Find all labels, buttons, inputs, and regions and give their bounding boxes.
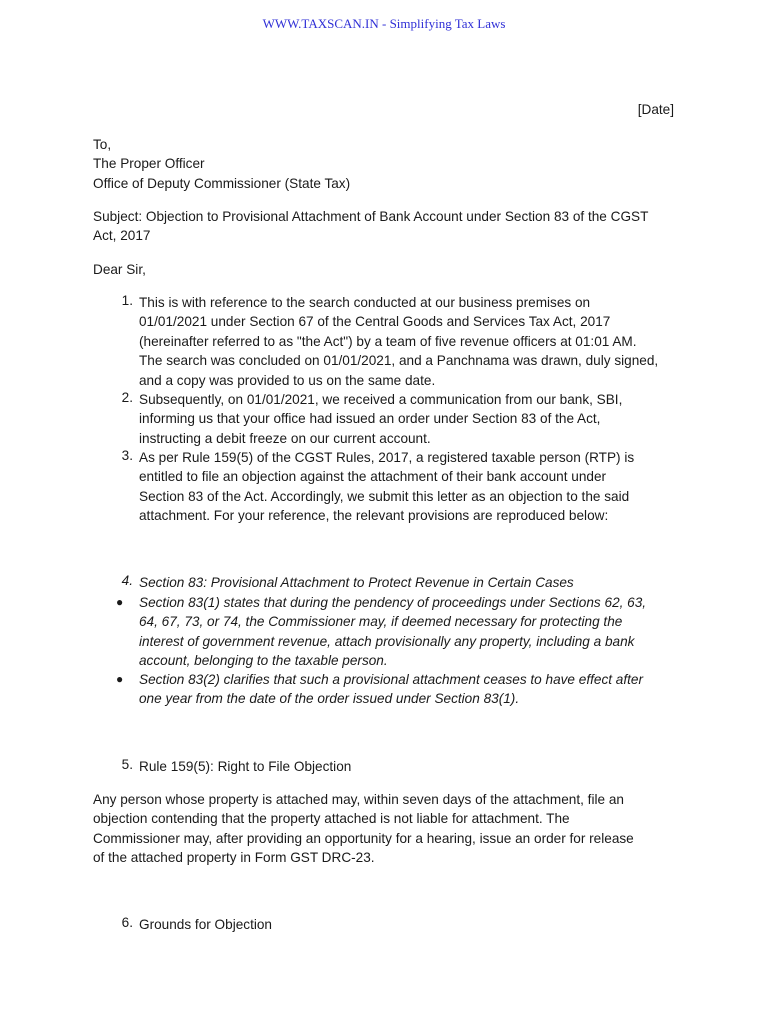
list-marker: 4. bbox=[121, 573, 133, 588]
text-line: Section 83(2) clarifies that such a provisional attachment ceases to have effect after bbox=[139, 672, 643, 687]
bullet-icon: ● bbox=[116, 672, 124, 686]
text-line: informing us that your office had issued an order under Section 83 of the Act, bbox=[139, 411, 601, 427]
text-line: interest of government revenue, attach provisionally any property, including a bank bbox=[139, 633, 635, 649]
text-line: attachment. For your reference, the relevant provisions are reproduced below: bbox=[139, 508, 609, 524]
text-line: The search was concluded on 01/01/2021, and a Panchnama was drawn, duly signed, bbox=[139, 353, 659, 369]
text-line: and a copy was provided to us on the same date. bbox=[139, 372, 436, 388]
text-line: Commissioner may, after providing an opportunity for a hearing, issue an order for release bbox=[93, 830, 634, 846]
recipient-to: To, bbox=[93, 137, 112, 152]
list-item-text bbox=[139, 293, 675, 390]
bullet-text bbox=[139, 670, 675, 709]
list-marker: 6. bbox=[121, 915, 133, 930]
text-line: Any person whose property is attached may, within seven days of the attachment, file an bbox=[93, 792, 624, 807]
recipient-line-1: The Proper Officer bbox=[93, 156, 205, 172]
text-line: 01/01/2021 under Section 67 of the Central Goods and Services Tax Act, 2017 bbox=[139, 314, 611, 330]
rule159-paragraph bbox=[93, 790, 675, 868]
list-marker: 1. bbox=[121, 293, 133, 308]
text-line: 64, 67, 73, or 74, the Commissioner may, if deemed necessary for protecting the bbox=[139, 614, 623, 630]
text-line: one year from the date of the order issued under Section 83(1). bbox=[139, 691, 520, 707]
salutation: Dear Sir, bbox=[93, 262, 146, 277]
grounds-heading: Grounds for Objection bbox=[139, 917, 272, 932]
list-item-text bbox=[139, 448, 675, 526]
text-line: account, belonging to the taxable person. bbox=[139, 653, 388, 669]
subject-line-2: Act, 2017 bbox=[93, 228, 151, 244]
list-item-text bbox=[139, 390, 675, 448]
text-line: This is with reference to the search conducted at our business premises on bbox=[139, 295, 591, 310]
text-line: instructing a debit freeze on our current account. bbox=[139, 430, 431, 446]
text-line: Section 83 of the Act. Accordingly, we submit this letter as an objection to the said bbox=[139, 488, 630, 504]
subject-line-1: Subject: Objection to Provisional Attachment of Bank Account under Section 83 of the CGST bbox=[93, 209, 649, 224]
bullet-icon: ● bbox=[116, 595, 124, 609]
recipient-line-2: Office of Deputy Commissioner (State Tax) bbox=[93, 175, 351, 191]
text-line: Section 83(1) states that during the pendency of proceedings under Sections 62, 63, bbox=[139, 595, 647, 610]
section83-heading: Section 83: Provisional Attachment to Protect Revenue in Certain Cases bbox=[139, 575, 574, 590]
list-marker: 5. bbox=[121, 757, 133, 772]
list-marker: 2. bbox=[121, 390, 133, 405]
list-marker: 3. bbox=[121, 448, 133, 463]
letter-date: [Date] bbox=[637, 102, 674, 117]
text-line: As per Rule 159(5) of the CGST Rules, 2017, a registered taxable person (RTP) is bbox=[139, 450, 635, 465]
text-line: entitled to file an objection against the attachment of their bank account under bbox=[139, 469, 607, 485]
rule159-heading: Rule 159(5): Right to File Objection bbox=[139, 759, 352, 774]
text-line: of the attached property in Form GST DRC-23. bbox=[93, 850, 375, 866]
text-line: (hereinafter referred to as "the Act") by a team of five revenue officers at 01:01 AM. bbox=[139, 333, 637, 349]
text-line: Subsequently, on 01/01/2021, we received a communication from our bank, SBI, bbox=[139, 392, 623, 407]
text-line: objection contending that the property attached is not liable for attachment. The bbox=[93, 811, 570, 827]
bullet-text bbox=[139, 593, 675, 671]
header-site-link[interactable]: WWW.TAXSCAN.IN - Simplifying Tax Laws bbox=[262, 16, 506, 31]
